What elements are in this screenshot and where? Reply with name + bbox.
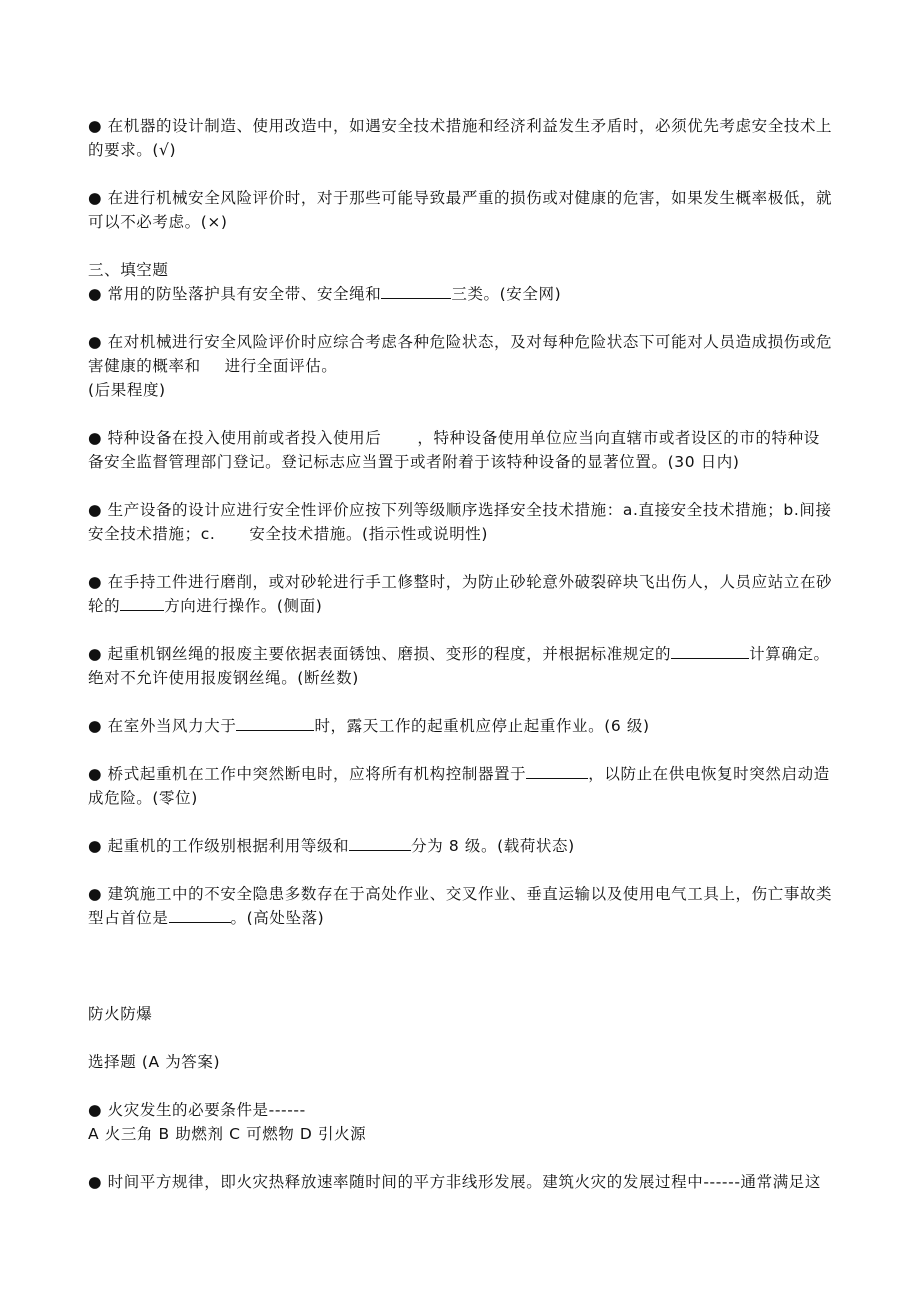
text-run: 绝对不允许使用报废钢丝绳。(断丝数): [88, 669, 359, 687]
paragraph-line: [88, 882, 848, 906]
text-run: 备安全监督管理部门登记。登记标志应当置于或者附着于该特种设备的显著位置。(30 日内): [88, 453, 740, 471]
paragraph-line: [88, 1122, 848, 1146]
paragraph-line: [88, 378, 848, 402]
text-run: ，以防止在供电恢复时突然启动造: [588, 765, 830, 783]
paragraph-line: [88, 1170, 848, 1194]
text-run: 三、填空题: [88, 261, 169, 279]
paragraph-line: [88, 762, 848, 786]
text-run: ● 建筑施工中的不安全隐患多数存在于高处作业、交叉作业、垂直运输以及使用电气工具上，伤亡事故类: [88, 885, 833, 903]
fill-blank: [169, 907, 231, 923]
paragraph-line: [88, 570, 848, 594]
paragraph-line: [88, 714, 848, 738]
text-run: 可以不必考虑。(×): [88, 213, 228, 231]
text-run: 时，露天工作的起重机应停止起重作业。(6 级): [314, 717, 650, 735]
paragraph-line: [88, 906, 848, 930]
paragraph-line: [88, 186, 848, 210]
text-run: 进行全面评估。: [224, 357, 338, 375]
text-run: 安全技术措施；c.: [88, 525, 216, 543]
text-run: ● 起重机的工作级别根据利用等级和: [88, 837, 350, 855]
paragraph-line: [88, 426, 848, 450]
paragraph-line: [88, 114, 848, 138]
text-run: 轮的: [88, 597, 121, 615]
fill-blank: [120, 595, 164, 611]
fill-blank: [236, 715, 314, 731]
text-run: ● 时间平方规律，即火灾热释放速率随时间的平方非线形发展。建筑火灾的发展过程中------通常满足这: [88, 1173, 822, 1191]
text-run: 选择题 (A 为答案): [88, 1053, 221, 1071]
fill-blank: [671, 643, 749, 659]
text-run: 安全技术措施。(指示性或说明性): [249, 525, 489, 543]
text-run: ● 常用的防坠落护具有安全带、安全绳和: [88, 285, 382, 303]
text-run: ● 生产设备的设计应进行安全性评价应按下列等级顺序选择安全技术措施：a.直接安全技术措施；b.间接: [88, 501, 832, 519]
paragraph-line: [88, 594, 848, 618]
fill-blank: [526, 763, 588, 779]
text-run: A 火三角 B 助燃剂 C 可燃物 D 引火源: [88, 1125, 367, 1143]
paragraph-line: [88, 498, 848, 522]
section-heading: [88, 1002, 848, 1026]
text-run: (后果程度): [88, 381, 166, 399]
text-run: ● 特种设备在投入使用前或者投入使用后: [88, 429, 382, 447]
text-run: ● 在对机械进行安全风险评价时应综合考虑各种危险状态，及对每种危险状态下可能对人员造成损伤或危: [88, 333, 833, 351]
paragraph-line: [88, 786, 848, 810]
text-run: ● 桥式起重机在工作中突然断电时，应将所有机构控制器置于: [88, 765, 527, 783]
paragraph-line: [88, 834, 848, 858]
text-run: ● 在进行机械安全风险评价时，对于那些可能导致最严重的损伤或对健康的危害，如果发生概率极低，就: [88, 189, 833, 207]
fill-blank: [349, 835, 411, 851]
text-run: 分为 8 级。(载荷状态): [411, 837, 575, 855]
text-run: 三类。(安全网): [451, 285, 562, 303]
paragraph-line: [88, 1098, 848, 1122]
text-run: 。(高处坠落): [230, 909, 325, 927]
text-run: 计算确定。: [749, 645, 830, 663]
paragraph-line: [88, 282, 848, 306]
text-run: 方向进行操作。(侧面): [164, 597, 323, 615]
paragraph-line: [88, 138, 848, 162]
text-run: ● 在室外当风力大于: [88, 717, 237, 735]
text-run: ● 起重机钢丝绳的报废主要依据表面锈蚀、磨损、变形的程度，并根据标准规定的: [88, 645, 672, 663]
section-heading: [88, 1050, 848, 1074]
fill-blank: [381, 283, 451, 299]
section-heading: [88, 258, 848, 282]
text-run: 害健康的概率和: [88, 357, 201, 375]
paragraph-line: [88, 330, 848, 354]
paragraph-line: [88, 354, 848, 378]
paragraph-line: [88, 522, 848, 546]
text-run: ● 火灾发生的必要条件是------: [88, 1101, 306, 1119]
text-run: 的要求。(√): [88, 141, 177, 159]
text-run: ● 在机器的设计制造、使用改造中，如遇安全技术措施和经济利益发生矛盾时，必须优先考虑安全技术上: [88, 117, 833, 135]
text-run: 型占首位是: [88, 909, 169, 927]
paragraph-line: [88, 642, 848, 666]
paragraph-line: [88, 450, 848, 474]
text-run: ● 在手持工件进行磨削，或对砂轮进行手工修整时，为防止砂轮意外破裂碎块飞出伤人，人员应站立在砂: [88, 573, 833, 591]
paragraph-line: [88, 210, 848, 234]
text-run: ，特种设备使用单位应当向直辖市或者设区的市的特种设: [417, 429, 820, 447]
text-run: 防火防爆: [88, 1005, 153, 1023]
paragraph-line: [88, 666, 848, 690]
text-run: 成危险。(零位): [88, 789, 198, 807]
